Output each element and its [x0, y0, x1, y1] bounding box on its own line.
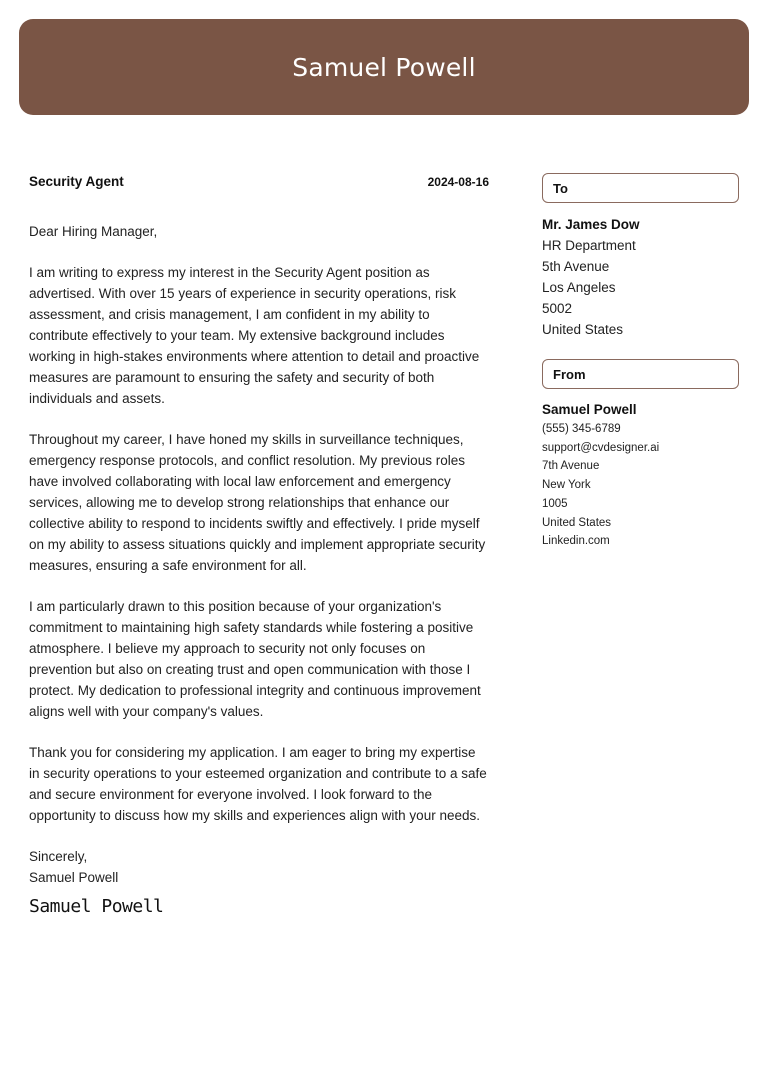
sender-name: Samuel Powell — [542, 402, 637, 417]
paragraph-2: Throughout my career, I have honed my skills in surveillance techniques, emergency response protocols, and conflict resolution. My previous roles have involved collaborating with local law enforcement and emergency services, allowing me to develop strong relationships that enhance our collective ability to respond to incidents swiftly and effectively. I pride myself on my ability to assess situations quickly and implement appropriate security measures, ensuring a safe environment for all. — [29, 432, 486, 573]
job-title: Security Agent — [29, 174, 124, 189]
sender-zip: 1005 — [542, 497, 568, 510]
sender-phone: (555) 345-6789 — [542, 423, 621, 435]
letter-body — [29, 174, 489, 917]
closing-block — [29, 846, 489, 888]
to-label: To — [553, 180, 568, 196]
closing-name: Samuel Powell — [29, 870, 119, 885]
recipient-country: United States — [542, 322, 624, 337]
signature: Samuel Powell — [29, 896, 164, 917]
sender-street: 7th Avenue — [542, 460, 600, 473]
recipient-zip: 5002 — [542, 301, 573, 316]
letter-date: 2024-08-16 — [427, 175, 489, 189]
greeting: Dear Hiring Manager, — [29, 224, 158, 239]
recipient-address — [542, 214, 739, 340]
recipient-city: Los Angeles — [542, 280, 616, 295]
paragraph-3: I am particularly drawn to this position because of your organization's commitment to maintaining high safety standards while fostering a positive atmosphere. I believe my approach to security not only focuses on prevention but also on creating trust and open communication with those I protect. My dedication to professional integrity and continuous improvement aligns well with your company's values. — [29, 599, 481, 719]
sender-city: New York — [542, 479, 591, 492]
sender-email: support@cvdesigner.ai — [542, 441, 660, 454]
sender-country: United States — [542, 516, 612, 529]
recipient-street: 5th Avenue — [542, 259, 610, 274]
recipient-name: Mr. James Dow — [542, 217, 640, 232]
to-label-box — [542, 173, 739, 203]
from-label-box — [542, 359, 739, 389]
header-banner — [19, 19, 749, 115]
from-label: From — [553, 366, 586, 382]
recipient-department: HR Department — [542, 238, 636, 253]
sender-website: Linkedin.com — [542, 535, 610, 548]
letter-meta — [29, 174, 489, 189]
closing-salutation: Sincerely, — [29, 849, 88, 864]
applicant-name: Samuel Powell — [292, 52, 476, 82]
paragraph-1: I am writing to express my interest in the Security Agent position as advertised. With over 15 years of experience in security operations, risk assessment, and crisis management, I am confident in my ability to contribute effectively to your team. My extensive background includes working in high-stakes environments where attention to detail and proactive measures are paramount to ensuring the safety and security of both individuals and assets. — [29, 265, 480, 406]
sender-address — [542, 400, 739, 551]
address-sidebar — [542, 173, 739, 551]
paragraph-4: Thank you for considering my application. I am eager to bring my expertise in security operations to your esteemed organization and contribute to a safe and secure environment for everyone involved. I look forward to the opportunity to discuss how my skills and experiences align with your needs. — [29, 745, 487, 823]
